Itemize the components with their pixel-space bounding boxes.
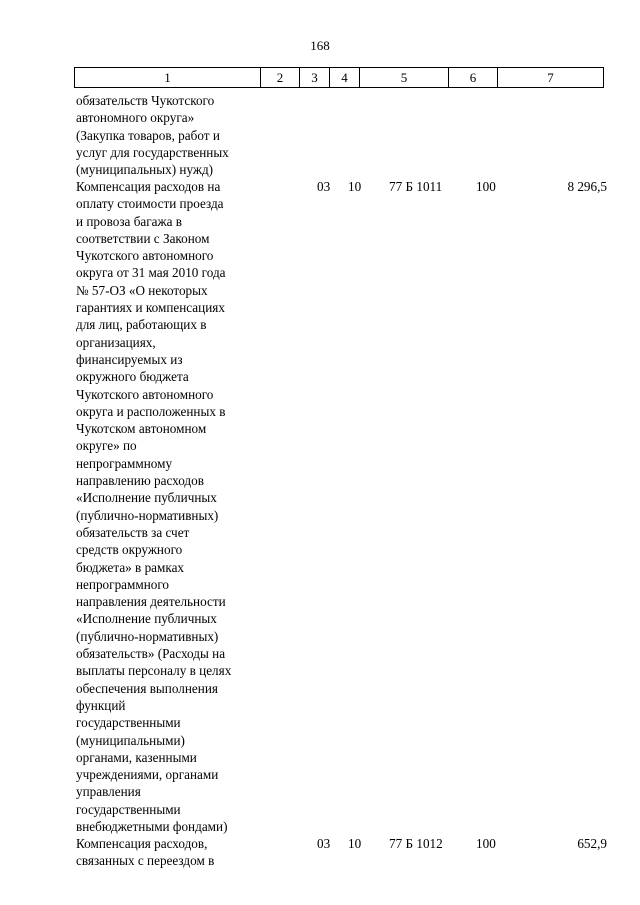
row-description: обязательств Чукотского автономного округа» (Закупка товаров, работ и услуг для государственных (муниципальных) нужд) — [76, 93, 229, 178]
row-description: Компенсация расходов, связанных с переездом в — [76, 836, 215, 869]
row-amount: 8 296,5 — [567, 179, 607, 194]
row-target-code: 77 Б 1012 — [389, 836, 443, 851]
column-header-3: 3 — [300, 68, 330, 88]
column-header-1: 1 — [75, 68, 261, 88]
row-expense-type-code: 100 — [476, 179, 496, 194]
column-header-4: 4 — [330, 68, 360, 88]
column-header-5: 5 — [360, 68, 449, 88]
row-subsection-code: 10 — [348, 836, 362, 851]
column-header-2: 2 — [261, 68, 300, 88]
row-subsection-code: 10 — [348, 179, 362, 194]
row-description: Компенсация расходов на оплату стоимости проезда и провоза багажа в соответствии с Законом Чукотского автономного округа от 31 мая 2010 года № 57-ОЗ «О некоторых гарантиях и компенсациях для лиц, работающих в организациях, финансируемых из окружного бюджета Чукотского автономного округа и расположенных в Чукотском автономном округе» по непрограммному направлению расходов «Исполнение публичных (публично-нормативных) обязательств за счет средств окружного бюджета» в рамках непрограммного направления деятельности «Исполнение публичных (публично-нормативных) обязательств» (Расходы на выплаты персоналу в целях обеспечения выполнения функций государственными (муниципальными) органами, казенными учреждениями, органами управления государственными внебюджетными фондами) — [76, 179, 232, 834]
row-target-code: 77 Б 1011 — [389, 179, 443, 194]
page-number: 168 — [310, 38, 330, 53]
column-header-row — [75, 68, 604, 88]
column-header-6: 6 — [449, 68, 498, 88]
row-section-code: 03 — [317, 836, 331, 851]
row-section-code: 03 — [317, 179, 331, 194]
column-header-table — [74, 67, 604, 88]
column-header-7: 7 — [498, 68, 604, 88]
row-amount: 652,9 — [577, 836, 607, 851]
row-expense-type-code: 100 — [476, 836, 496, 851]
